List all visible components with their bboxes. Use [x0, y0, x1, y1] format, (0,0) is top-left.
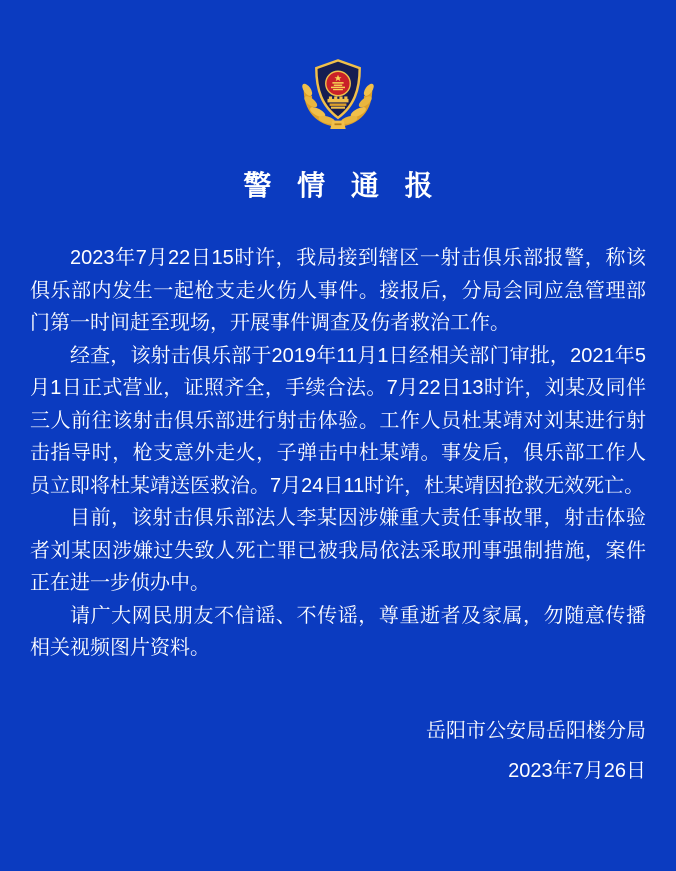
- signature-block: [0, 711, 646, 791]
- notice-paragraph-3: 目前，该射击俱乐部法人李某因涉嫌重大责任事故罪，射击体验者刘某因涉嫌过失致人死亡罪已被我局依法采取刑事强制措施，案件正在进一步侦办中。: [30, 507, 646, 594]
- notice-paragraph-1: 2023年7月22日15时许，我局接到辖区一射击俱乐部报警，称该俱乐部内发生一起枪支走火伤人事件。接报后，分局会同应急管理部门第一时间赶至现场，开展事件调查及伤者救治工作。: [30, 247, 646, 334]
- notice-body: [30, 242, 646, 665]
- police-emblem-icon: [296, 54, 380, 134]
- notice-paragraph-4: 请广大网民朋友不信谣、不传谣，尊重逝者及家属，勿随意传播相关视频图片资料。: [30, 604, 646, 659]
- issue-date: 2023年7月26日: [508, 759, 646, 782]
- notice-title: 警 情 通 报: [243, 170, 442, 201]
- police-notice-page: [0, 54, 676, 871]
- notice-paragraph-2: 经查，该射击俱乐部于2019年11月1日经相关部门审批，2021年5月1日正式营业，证照齐全，手续合法。7月22日13时许，刘某及同伴三人前往该射击俱乐部进行射击体验。工作人员杜某靖对刘某进行射击指导时，枪支意外走火，子弹击中杜某靖。事发后，俱乐部工作人员立即将杜某靖送医救治。7月24日11时许，杜某靖因抢救无效死亡。: [30, 344, 646, 497]
- issuer-name: 岳阳市公安局岳阳楼分局: [426, 719, 646, 742]
